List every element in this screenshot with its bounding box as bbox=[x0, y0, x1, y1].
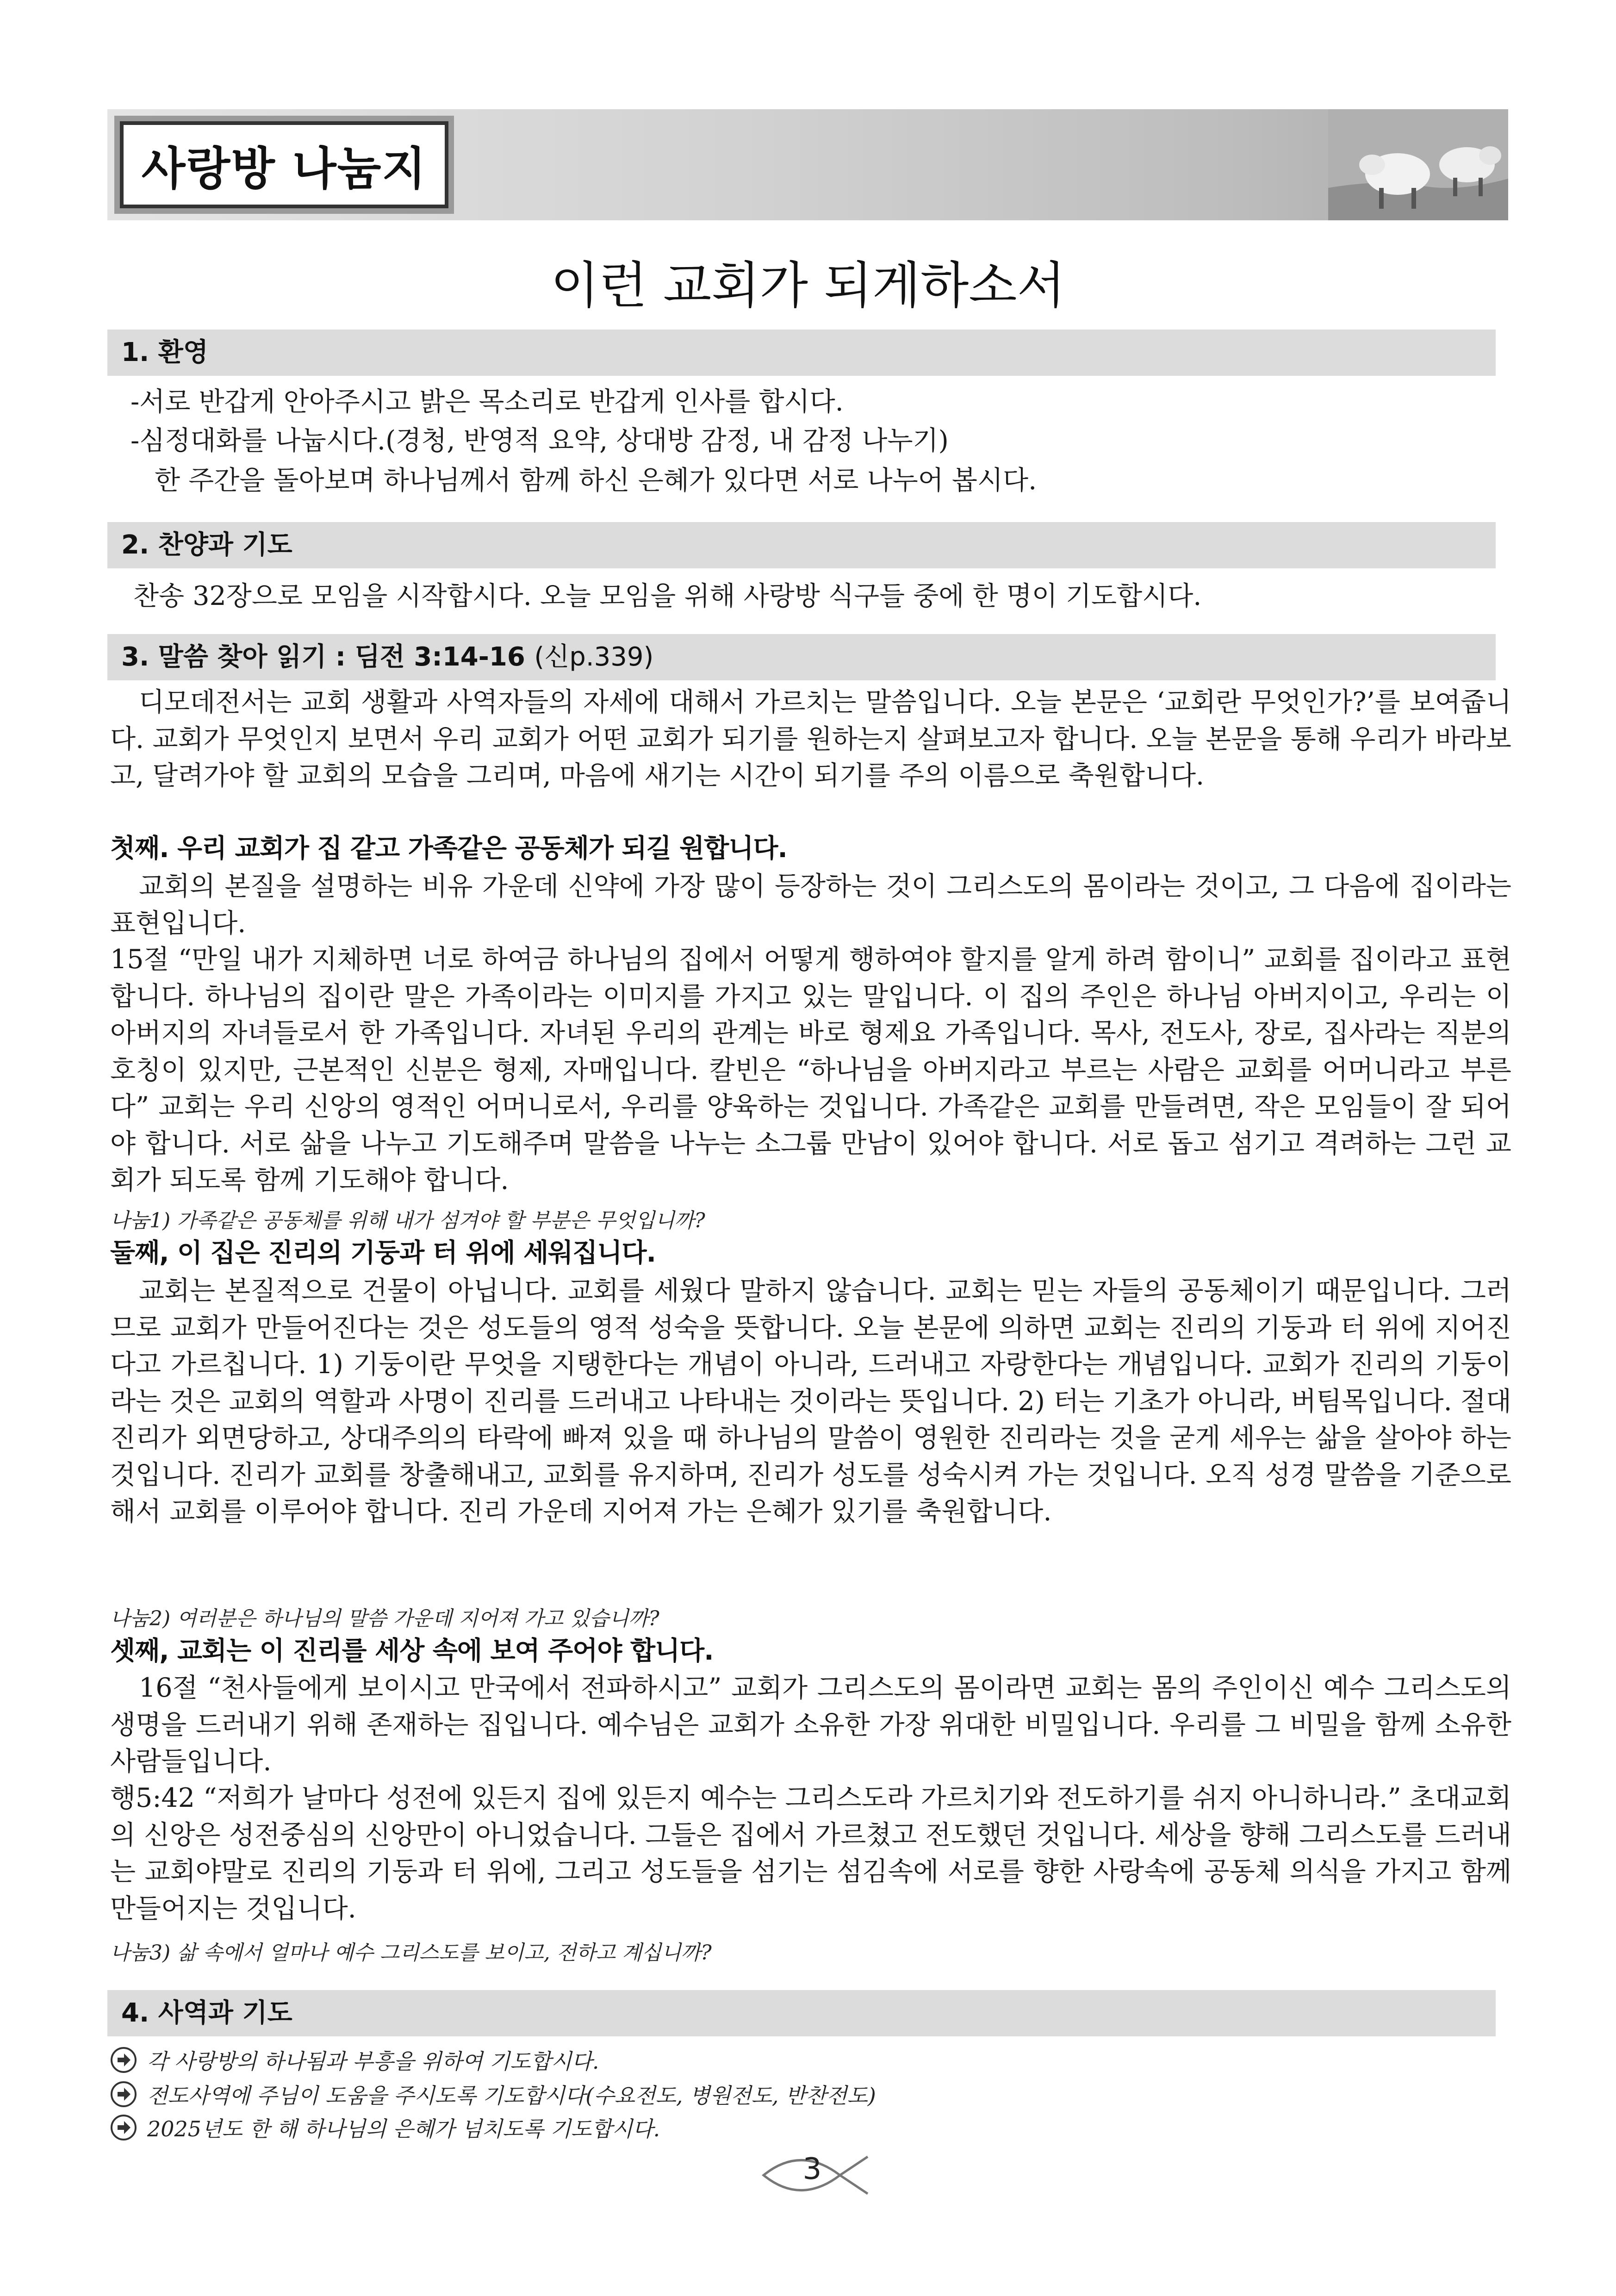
third-point-paragraph-2: 행5:42 “저희가 날마다 성전에 있든지 집에 있든지 예수는 그리스도라 가르치기와 전도하기를 쉬지 아니하니라.” 초대교회의 신앙은 성전중심의 신앙만이 아니었습니다. 그들은 집에서 가르쳤고 전도했던 것입니다. 세상을 향해 그리스도를 드러내는 교회야말로 진리의 기둥과 터 위에, 그리고 성도들을 섬기는 섬김속에 서로를 향한 사랑속에 공동체 의식을 가지고 함께 만들어지는 것입니다. bbox=[110, 1783, 1511, 1924]
praise-text: 찬송 32장으로 모임을 시작합시다. 오늘 모임을 위해 사랑방 식구들 중에 한 명이 기도합시다. bbox=[133, 581, 1202, 611]
page-footer bbox=[759, 2143, 875, 2208]
page-title: 이런 교회가 되게하소서 bbox=[551, 257, 1065, 315]
scripture-heading-text: 3. 말씀 찾아 읽기 : 딤전 3:14-16 bbox=[121, 642, 525, 672]
arrow-circle-icon bbox=[110, 2114, 137, 2141]
share-question-1: 나눔1) 가족같은 공동체를 위해 내가 섬겨야 할 부분은 무엇입니까? bbox=[110, 1209, 705, 1232]
section-heading-praise: 2. 찬양과 기도 bbox=[107, 522, 1496, 568]
share-question-2: 나눔2) 여러분은 하나님의 말씀 가운데 지어져 가고 있습니까? bbox=[110, 1607, 659, 1630]
scripture-intro: 디모데전서는 교회 생활과 사역자들의 자세에 대해서 가르치는 말씀입니다. 오늘 본문은 ‘교회란 무엇인가?’를 보여줍니다. 교회가 무엇인지 보면서 우리 교회가 어떤 교회가 되기를 원하는지 살펴보고자 합니다. 오늘 본문을 통해 우리가 바라보고, 달려가야 할 교회의 모습을 그리며, 마음에 새기는 시간이 되기를 주의 이름으로 축원합니다. bbox=[110, 687, 1511, 791]
arrow-circle-icon bbox=[110, 2081, 137, 2108]
first-point-paragraph-1: 교회의 본질을 설명하는 비유 가운데 신약에 가장 많이 등장하는 것이 그리스도의 몸이라는 것이고, 그 다음에 집이라는 표현입니다. bbox=[110, 871, 1511, 939]
prayer-item-1 bbox=[110, 2044, 599, 2076]
share-question-3: 나눔3) 삶 속에서 얼마나 예수 그리스도를 보이고, 전하고 계십니까? bbox=[110, 1941, 712, 1965]
section-heading-ministry: 4. 사역과 기도 bbox=[107, 1990, 1496, 2036]
second-point-paragraph: 교회는 본질적으로 건물이 아닙니다. 교회를 세웠다 말하지 않습니다. 교회는 믿는 자들의 공동체이기 때문입니다. 그러므로 교회가 만들어진다는 것은 성도들의 영적 성숙을 뜻합니다. 오늘 본문에 의하면 교회는 진리의 기둥과 터 위에 지어진다고 가르칩니다. 1) 기둥이란 무엇을 지탱한다는 개념이 아니라, 드러내고 자랑한다는 개념입니다. 교회가 진리의 기둥이라는 것은 교회의 역할과 사명이 진리를 드러내고 나타내는 것이라는 뜻입니다. 2) 터는 기초가 아니라, 버팀목입니다. 절대진리가 외면당하고, 상대주의의 타락에 빠져 있을 때 하나님의 말씀이 영원한 진리라는 것을 굳게 세우는 삶을 살아야 하는 것입니다. 진리가 교회를 창출해내고, 교회를 유지하며, 진리가 성도를 성숙시켜 가는 것입니다. 오직 성경 말씀을 기준으로 해서 교회를 이루어야 합니다. 진리 가운데 지어져 가는 은혜가 있기를 축원합니다. bbox=[110, 1276, 1511, 1527]
section-heading-welcome: 1. 환영 bbox=[107, 330, 1496, 376]
arrow-circle-icon bbox=[110, 2047, 137, 2073]
welcome-line-1: -서로 반갑게 안아주시고 밝은 목소리로 반갑게 인사를 합시다. bbox=[131, 386, 844, 417]
prayer-item-text: 2025년도 한 해 하나님의 은혜가 넘치도록 기도합시다. bbox=[147, 2116, 660, 2141]
section-heading-scripture bbox=[107, 634, 1496, 680]
third-point-paragraph-1: 16절 “천사들에게 보이시고 만국에서 전파하시고” 교회가 그리스도의 몸이라면 교회는 몸의 주인이신 예수 그리스도의 생명을 드러내기 위해 존재하는 집입니다. 예수님은 교회가 소유한 가장 위대한 비밀입니다. 우리를 그 비밀을 함께 소유한 사람들입니다. bbox=[110, 1673, 1511, 1777]
first-point-heading: 첫째. 우리 교회가 집 같고 가족같은 공동체가 되길 원합니다. bbox=[110, 834, 787, 864]
prayer-item-3 bbox=[110, 2111, 660, 2144]
second-point-heading: 둘째, 이 집은 진리의 기둥과 터 위에 세워집니다. bbox=[110, 1238, 656, 1268]
scripture-heading-ref: (신p.339) bbox=[534, 642, 654, 672]
prayer-item-2 bbox=[110, 2078, 876, 2110]
welcome-line-2: -심정대화를 나눕시다.(경청, 반영적 요약, 상대방 감정, 내 감정 나누기) bbox=[131, 425, 949, 456]
prayer-item-text: 전도사역에 주님이 도움을 주시도록 기도합시다(수요전도, 병원전도, 반찬전도) bbox=[147, 2083, 876, 2108]
welcome-line-3: 한 주간을 돌아보며 하나님께서 함께 하신 은혜가 있다면 서로 나누어 봅시다. bbox=[155, 465, 1037, 496]
sheep-photo bbox=[1328, 109, 1508, 220]
banner-title: 사랑방 나눔지 bbox=[120, 121, 448, 208]
third-point-heading: 셋째, 교회는 이 진리를 세상 속에 보여 주어야 합니다. bbox=[110, 1636, 714, 1666]
page-number: 3 bbox=[802, 2152, 822, 2186]
prayer-item-text: 각 사랑방의 하나됨과 부흥을 위하여 기도합시다. bbox=[147, 2049, 599, 2074]
first-point-paragraph-2: 15절 “만일 내가 지체하면 너로 하여금 하나님의 집에서 어떻게 행하여야 할지를 알게 하려 함이니” 교회를 집이라고 표현합니다. 하나님의 집이란 말은 가족이라는 이미지를 가지고 있는 말입니다. 이 집의 주인은 하나님 아버지이고, 우리는 이 아버지의 자녀들로서 한 가족입니다. 자녀된 우리의 관계는 바로 형제요 가족입니다. 목사, 전도사, 장로, 집사라는 직분의 호칭이 있지만, 근본적인 신분은 형제, 자매입니다. 칼빈은 “하나님을 아버지라고 부르는 사람은 교회를 어머니라고 부른다” 교회는 우리 신앙의 영적인 어머니로서, 우리를 양육하는 것입니다. 가족같은 교회를 만들려면, 작은 모임들이 잘 되어야 합니다. 서로 삶을 나누고 기도해주며 말씀을 나누는 소그룹 만남이 있어야 합니다. 서로 돕고 섬기고 격려하는 그런 교회가 되도록 함께 기도해야 합니다. bbox=[110, 944, 1511, 1195]
